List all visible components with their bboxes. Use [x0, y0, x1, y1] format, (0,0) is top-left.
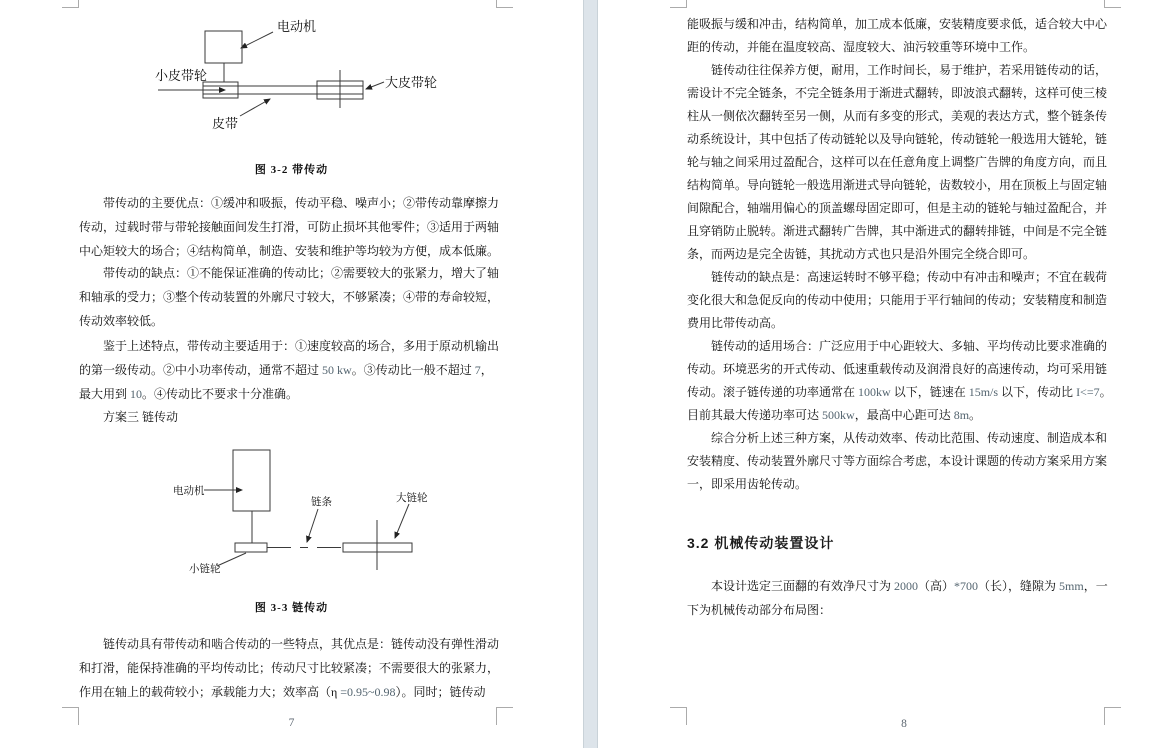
text-line: 带传动的缺点：①不能保证准确的传动比；②需要较大的张紧力，增大了轴: [79, 266, 500, 280]
text-line: 链传动的适用场合：广泛应用于中心距较大、多轴、平均传动比要求准确的: [687, 339, 1108, 353]
figure-3-2-caption: 图 3-2 带传动: [254, 164, 329, 176]
page-8: [598, 0, 1171, 748]
text-line: 传动。滚子链传递的功率通常在 100kw 以下，链速在 15m/s 以下，传动比 I<=7。: [687, 385, 1112, 399]
small-sprocket: [235, 543, 267, 552]
belt-label: 皮带: [212, 116, 239, 131]
text-line: 费用比带传动高。: [687, 316, 784, 330]
numeric-value: 50 kw: [322, 363, 352, 377]
numeric-value: 10: [130, 387, 143, 401]
text-line: 和打滑，能保持准确的平均传动比；传动尺寸比较紧凑；不需要很大的张紧力，: [79, 661, 500, 675]
paragraph-belt-disadvantages: [79, 261, 503, 333]
text-line: 间隙配合，轴端用偏心的顶盖螺母固定即可，但是主动的链轮与轴过盈配合，并: [687, 201, 1108, 215]
motor-label: 电动机: [277, 19, 317, 34]
page-gap: [583, 0, 598, 748]
text-line: 轮与轴之间采用过盈配合，这样可以在任意角度上调整广告牌的角度方向，而且: [687, 155, 1108, 169]
motor-leader-line: [241, 32, 273, 48]
text-line: 本设计选定三面翻的有效净尺寸为 2000（高）*700（长），缝隙为 5mm，一: [687, 579, 1108, 593]
text-line: 综合分析上述三种方案，从传动效率、传动比范围、传动速度、制造成本和: [687, 431, 1108, 445]
text-boundary-mark: [62, 0, 79, 8]
text-line: 需设计不完全链条，不完全链条用于渐进式翻转，即波浪式翻转，这样可使三棱: [687, 86, 1108, 100]
text-line: 传动，过载时带与带轮接触面间发生打滑，可防止损坏其他零件；③适用于两轴: [79, 220, 500, 234]
motor-box: [205, 31, 242, 63]
small-sprocket-leader-line: [217, 553, 246, 566]
big-pulley-leader-line: [366, 82, 384, 89]
page-number-8: 8: [901, 718, 907, 730]
text-line: 鉴于上述特点，带传动主要适用于：①速度较高的场合，多用于原动机输出: [79, 339, 500, 353]
scheme-three-line: [79, 405, 503, 429]
text-line: 安装精度、传动装置外廓尺寸等方面综合考虑，本设计课题的传动方案采用方案: [687, 454, 1108, 468]
motor-box: [233, 450, 270, 511]
chain-label: 链条: [311, 497, 332, 508]
text-boundary-mark: [670, 0, 687, 8]
big-pulley-label: 大皮带轮: [385, 75, 438, 90]
text-line: 结构简单。导向链轮一般选用渐进式导向链轮，齿数较小，用在顶板上与固定轴: [687, 178, 1108, 192]
text-line: 中心矩较大的场合；④结构简单，制造、安装和维护等均较为方便，成本低廉。: [79, 244, 500, 258]
figure-3-3-caption: 图 3-3 链传动: [254, 602, 329, 614]
text-line: 链传动往往保养方便，耐用，工作时间长，易于维护，若采用链传动的话，: [687, 63, 1108, 77]
text-line: 和轴承的受力；③整个传动装置的外廓尺寸较大，不够紧凑；④带的寿命较短，: [79, 290, 500, 304]
numeric-value: 2000: [894, 579, 919, 593]
numeric-value: 5mm: [1059, 579, 1084, 593]
numeric-value: 15m/s: [968, 385, 999, 399]
numeric-value: *700: [954, 579, 979, 593]
paragraph-belt-advantages: [79, 191, 503, 263]
text-line: 条，而两边是完全齿链，其扰动方式也只是沿外围完全绕合即可。: [687, 247, 1036, 261]
text-line: 且穿销防止脱转。渐进式翻转广告牌，其中渐进式的翻转排链，中间是不完全链: [687, 224, 1108, 238]
paragraph-design-dimensions: [687, 575, 1111, 622]
text-line: 最大用到 10。④传动比不要求十分准确。: [79, 387, 299, 401]
big-sprocket-leader-line: [395, 504, 409, 538]
text-line: 能吸振与缓和冲击，结构简单，加工成本低廉，安装精度要求低，适合较大中心: [687, 17, 1108, 31]
text-boundary-mark: [1104, 0, 1121, 8]
text-line: 传动。环境恶劣的开式传动、低速重载传动及润滑良好的高速传动，均可采用链: [687, 362, 1108, 376]
text-line: 柱从一侧依次翻转至另一侧，从而有多变的形式，美观的表达方式，整个链条传: [687, 109, 1108, 123]
text-line: 作用在轴上的载荷较小；承载能力大；效率高（η =0.95~0.98）。同时；链传动: [79, 685, 486, 699]
belt-leader-line: [240, 99, 270, 116]
text-line: 方案三 链传动: [79, 410, 179, 424]
chain-leader-line: [307, 509, 318, 542]
small-sprocket-label: 小链轮: [189, 564, 221, 575]
text-line: 动系统设计，其中包括了传动链轮以及导向链轮，传动链轮一般选用大链轮，链: [687, 132, 1108, 146]
text-line: 链传动的缺点是：高速运转时不够平稳；传动中有冲击和噪声；不宜在载荷: [687, 270, 1108, 284]
motor-label: 电动机: [173, 486, 205, 497]
numeric-value: 500kw: [822, 408, 855, 422]
numeric-value: I<=7: [1076, 385, 1100, 399]
numeric-value: 7: [474, 363, 481, 377]
page-number-7: 7: [288, 717, 295, 729]
chain-drive-diagram: [80, 445, 500, 595]
paragraph-belt-applications: [79, 334, 503, 406]
paragraph-chain-advantages: [79, 632, 503, 704]
page8-body-text: [687, 13, 1111, 496]
belt-drive-diagram: [80, 5, 500, 155]
text-line: 带传动的主要优点：①缓冲和吸振，传动平稳、噪声小；②带传动靠摩擦力: [79, 196, 500, 210]
text-line: 传动效率较低。: [79, 314, 164, 328]
big-sprocket-label: 大链轮: [396, 493, 428, 504]
numeric-value: 8m: [953, 408, 970, 422]
text-line: 距的传动，并能在温度较高、湿度较大、油污较重等环境中工作。: [687, 40, 1036, 54]
text-line: 目前其最大传递功率可达 500kw，最高中心距可达 8m。: [687, 408, 982, 422]
text-line: 变化很大和急促反向的传动中使用；只能用于平行轴间的传动；安装精度和制造: [687, 293, 1108, 307]
text-line: 一，即采用齿轮传动。: [687, 477, 808, 491]
section-heading-3-2: 3.2 机械传动装置设计: [687, 535, 835, 551]
numeric-value: =0.95~0.98: [340, 685, 396, 699]
numeric-value: 100kw: [858, 385, 891, 399]
page-7: [0, 0, 583, 748]
text-line: 链传动具有带传动和啮合传动的一些特点，其优点是：链传动没有弹性滑动: [79, 637, 500, 651]
text-line: 的第一级传动。②中小功率传动，通常不超过 50 kw。③传动比一般不超过 7，: [79, 363, 493, 377]
text-line: 下为机械传动部分布局图：: [687, 602, 832, 617]
small-pulley-label: 小皮带轮: [155, 68, 208, 83]
